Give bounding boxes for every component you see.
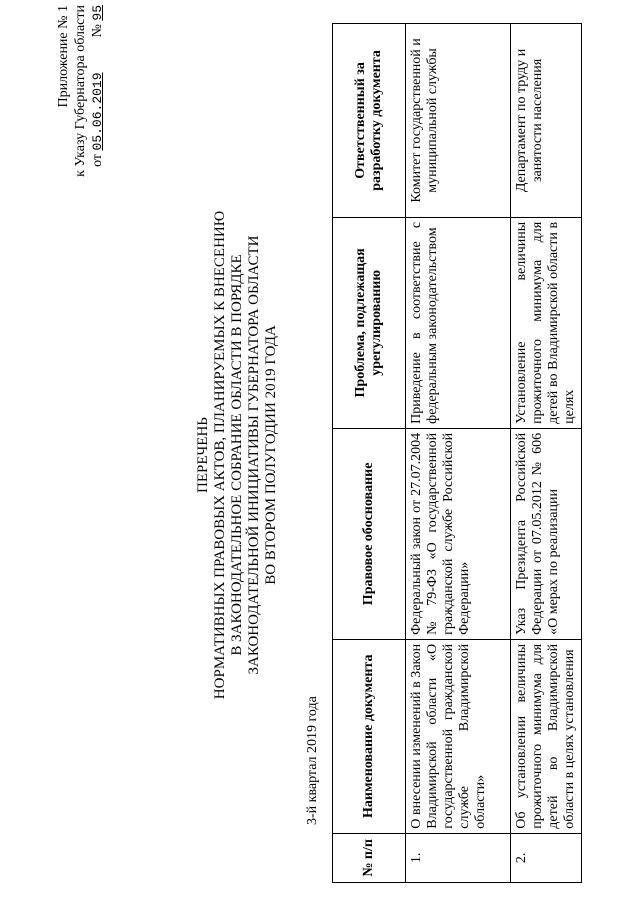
quarter-label: 3-й квартал 2019 года <box>305 696 320 825</box>
header-responsible: Ответственный за разработку документа <box>333 24 406 218</box>
row-number: 1. <box>406 833 511 882</box>
number-label: № <box>90 24 105 38</box>
decree-number: 95 <box>90 5 105 21</box>
row-number: 2. <box>511 833 582 882</box>
acts-table <box>332 23 582 883</box>
row-document-name: Об установлении величины прожиточного минимума для детей во Владимирской области в целях установления <box>511 639 582 833</box>
heading-line-1: НОРМАТИВНЫХ ПРАВОВЫХ АКТОВ, ПЛАНИРУЕМЫХ К ВНЕСЕНИЮ <box>212 210 228 700</box>
appendix-block <box>55 5 106 255</box>
appendix-title: Приложение № 1 <box>56 5 71 108</box>
document-heading <box>195 175 280 735</box>
row-problem: Установление величины прожиточного минимума для детей во Владимирской области в целях <box>511 217 582 428</box>
appendix-date-number <box>89 5 106 255</box>
header-number: № п/п <box>333 833 406 882</box>
table-row <box>406 24 511 883</box>
row-responsible: Департамент по труду и занятости населения <box>511 24 582 218</box>
header-problem: Проблема, подлежащая урегулированию <box>333 217 406 428</box>
heading-line-4: ВО ВТОРОМ ПОЛУГОДИИ 2019 ГОДА <box>263 325 279 585</box>
heading-line-3: ЗАКОНОДАТЕЛЬНОЙ ИНИЦИАТИВЫ ГУБЕРНАТОРА ОБЛАСТИ <box>246 235 262 675</box>
row-legal-basis: Федеральный закон от 27.07.2004 № 79-ФЗ «О государственной гражданской службе Российской Федерации» <box>406 428 511 639</box>
header-basis: Правовое обоснование <box>333 428 406 639</box>
decree-date: 05.06.2019 <box>90 72 105 151</box>
from-label: от <box>90 153 105 167</box>
heading-line-2: В ЗАКОНОДАТЕЛЬНОЕ СОБРАНИЕ ОБЛАСТИ В ПОРЯДКЕ <box>229 254 245 656</box>
table-header-row <box>333 24 406 883</box>
appendix-decree: к Указу Губернатора области <box>73 5 88 177</box>
header-name: Наименование документа <box>333 639 406 833</box>
row-problem: Приведение в соответствие с федеральным законодательством <box>406 217 511 428</box>
row-legal-basis: Указ Президента Российской Федерации от 07.05.2012 № 606 «О мерах по реализации <box>511 428 582 639</box>
heading-title: ПЕРЕЧЕНЬ <box>195 417 211 493</box>
row-responsible: Комитет государственной и муниципальной службы <box>406 24 511 218</box>
table-row <box>511 24 582 883</box>
row-document-name: О внесении изменений в Закон Владимирской области «О государственной гражданской службе Владимирской области» <box>406 639 511 833</box>
